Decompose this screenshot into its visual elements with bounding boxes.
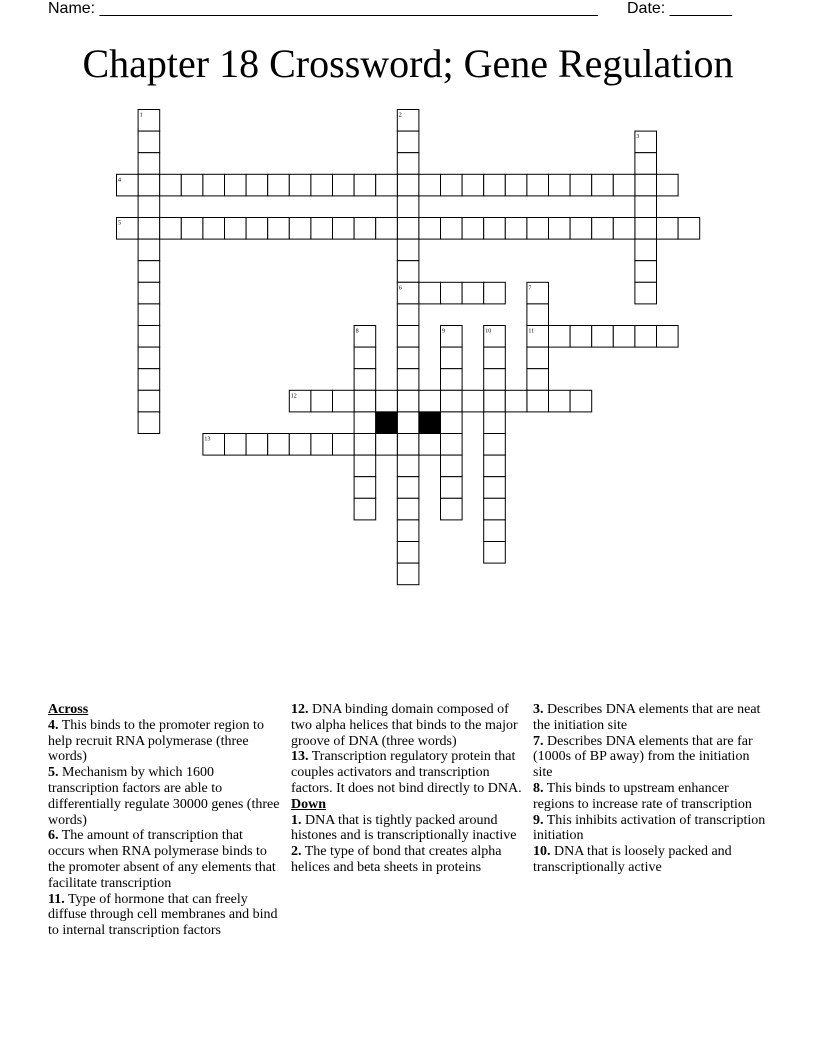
crossword-cell[interactable] — [246, 434, 268, 456]
clue-number-label: 13 — [204, 436, 211, 443]
crossword-cell[interactable] — [397, 455, 419, 477]
crossword-cell[interactable] — [635, 282, 657, 304]
crossword-cell[interactable] — [527, 390, 549, 412]
crossword-cell[interactable] — [289, 174, 311, 196]
crossword-cell[interactable] — [397, 261, 419, 283]
crossword-cell[interactable] — [246, 174, 268, 196]
crossword-cell[interactable] — [160, 174, 182, 196]
crossword-cell[interactable] — [613, 174, 635, 196]
crossword-cell[interactable] — [527, 218, 549, 240]
crossword-cell[interactable] — [484, 369, 506, 391]
crossword-cell[interactable] — [376, 390, 398, 412]
crossword-black-cell — [419, 412, 441, 434]
crossword-cell[interactable] — [138, 326, 160, 348]
crossword-cell[interactable] — [484, 174, 506, 196]
crossword-cell[interactable] — [570, 326, 592, 348]
crossword-cell[interactable] — [462, 174, 484, 196]
clue-number-label: 6 — [398, 285, 402, 292]
crossword-cell[interactable] — [635, 153, 657, 175]
crossword-cell[interactable] — [138, 304, 160, 326]
clue-text: DNA binding domain composed of two alpha helices that binds to the major groove of DNA (three words) — [291, 702, 518, 749]
across-heading: Across — [48, 702, 89, 717]
crossword-cell[interactable] — [397, 542, 419, 564]
clue-item — [533, 813, 769, 845]
crossword-cell[interactable] — [635, 218, 657, 240]
crossword-cell[interactable] — [484, 520, 506, 542]
crossword-cell[interactable] — [138, 239, 160, 261]
crossword-cell[interactable] — [613, 218, 635, 240]
crossword-cell[interactable] — [138, 153, 160, 175]
crossword-cell[interactable] — [354, 174, 376, 196]
crossword-cell[interactable] — [549, 174, 571, 196]
crossword-cell[interactable] — [354, 455, 376, 477]
clue-number: 4. — [48, 717, 59, 733]
crossword-cell[interactable] — [397, 369, 419, 391]
crossword-cell[interactable] — [268, 174, 290, 196]
crossword-cell[interactable] — [592, 218, 614, 240]
crossword-cell[interactable] — [570, 390, 592, 412]
crossword-cell[interactable] — [527, 304, 549, 326]
crossword-cell[interactable] — [397, 304, 419, 326]
crossword-cell[interactable] — [441, 455, 463, 477]
crossword-cell[interactable] — [138, 196, 160, 218]
crossword-cell[interactable] — [138, 412, 160, 434]
crossword-cell[interactable] — [203, 174, 225, 196]
crossword-cell[interactable] — [441, 369, 463, 391]
crossword-cell[interactable] — [484, 477, 506, 499]
crossword-cell[interactable] — [397, 434, 419, 456]
clue-text: This binds to upstream enhancer regions to increase rate of transcription — [533, 780, 752, 812]
crossword-cell[interactable] — [268, 434, 290, 456]
crossword-cell[interactable] — [138, 369, 160, 391]
crossword-cell[interactable] — [397, 239, 419, 261]
crossword-cell[interactable] — [441, 434, 463, 456]
down-heading: Down — [291, 796, 327, 812]
crossword-cell[interactable] — [419, 390, 441, 412]
crossword-cell[interactable] — [333, 434, 355, 456]
clue-number-label: 5 — [118, 220, 121, 227]
clue-number-label: 12 — [290, 393, 297, 400]
crossword-cell[interactable] — [397, 174, 419, 196]
crossword-cell[interactable] — [462, 282, 484, 304]
crossword-cell[interactable] — [397, 563, 419, 585]
clues-column-2 — [291, 702, 527, 876]
clue-number-label: 9 — [442, 328, 445, 335]
clue-item — [291, 702, 527, 749]
crossword-cell[interactable] — [549, 218, 571, 240]
crossword-cell[interactable] — [635, 239, 657, 261]
clue-number-label: 3 — [636, 134, 640, 141]
crossword-black-cell — [376, 412, 398, 434]
crossword-cell[interactable] — [441, 174, 463, 196]
crossword-cell[interactable] — [397, 218, 419, 240]
crossword-cell[interactable] — [527, 347, 549, 369]
clue-number-label: 4 — [118, 177, 121, 184]
clue-number: 10. — [533, 844, 551, 860]
crossword-cell[interactable] — [635, 174, 657, 196]
clue-text: This inhibits activation of transcription initiation — [533, 812, 766, 844]
crossword-cell[interactable] — [484, 282, 506, 304]
crossword-cell[interactable] — [376, 174, 398, 196]
crossword-cell[interactable] — [549, 326, 571, 348]
clue-item — [48, 828, 280, 891]
crossword-cell[interactable] — [138, 218, 160, 240]
clue-number: 9. — [533, 812, 544, 828]
crossword-cell[interactable] — [484, 434, 506, 456]
crossword-cell[interactable] — [635, 196, 657, 218]
crossword-cell[interactable] — [160, 218, 182, 240]
crossword-cell[interactable] — [657, 174, 679, 196]
crossword-cell[interactable] — [397, 326, 419, 348]
crossword-cell[interactable] — [441, 390, 463, 412]
crossword-cell[interactable] — [354, 390, 376, 412]
clue-text: This binds to the promoter region to help recruit RNA polymerase (three words) — [48, 717, 264, 765]
crossword-cell[interactable] — [505, 218, 527, 240]
clue-item — [533, 734, 769, 781]
crossword-cell[interactable] — [484, 347, 506, 369]
crossword-cell[interactable] — [397, 477, 419, 499]
clue-number-label: 11 — [528, 328, 535, 335]
crossword-cell[interactable] — [138, 347, 160, 369]
crossword-cell[interactable] — [635, 326, 657, 348]
crossword-cell[interactable] — [441, 477, 463, 499]
crossword-cell[interactable] — [441, 498, 463, 520]
clue-number: 3. — [533, 702, 544, 717]
crossword-cell[interactable] — [462, 390, 484, 412]
clue-text: Describes DNA elements that are neat the initiation site — [533, 702, 761, 733]
crossword-cell[interactable] — [354, 477, 376, 499]
crossword-cell[interactable] — [484, 390, 506, 412]
crossword-cell[interactable] — [657, 218, 679, 240]
crossword-cell[interactable] — [333, 218, 355, 240]
crossword-cell[interactable] — [419, 174, 441, 196]
clue-item — [533, 844, 769, 876]
crossword-cell[interactable] — [354, 498, 376, 520]
clue-number-label: 2 — [398, 112, 402, 119]
crossword-cell[interactable] — [527, 369, 549, 391]
clue-item — [291, 813, 527, 845]
clue-number: 12. — [291, 702, 309, 717]
crossword-cell[interactable] — [592, 174, 614, 196]
crossword-cell[interactable] — [549, 390, 571, 412]
clue-item — [291, 844, 527, 876]
crossword-cell[interactable] — [419, 218, 441, 240]
crossword-cell[interactable] — [484, 218, 506, 240]
clue-number: 5. — [48, 765, 59, 781]
crossword-cell[interactable] — [181, 218, 203, 240]
crossword-cell[interactable] — [397, 520, 419, 542]
crossword-cell[interactable] — [484, 498, 506, 520]
crossword-cell[interactable] — [657, 326, 679, 348]
clue-number-label: 1 — [139, 112, 143, 119]
clue-number: 11. — [48, 891, 65, 907]
crossword-cell[interactable] — [484, 455, 506, 477]
crossword-cell[interactable] — [397, 196, 419, 218]
crossword-cell[interactable] — [354, 412, 376, 434]
clue-item — [48, 765, 280, 828]
clue-item — [533, 781, 769, 813]
clue-number-label: 7 — [528, 285, 532, 292]
crossword-cell[interactable] — [397, 498, 419, 520]
crossword-cell[interactable] — [419, 282, 441, 304]
clue-text: Type of hormone that can freely diffuse through cell membranes and bind to internal transcription factors — [48, 891, 278, 939]
clue-number: 13. — [291, 749, 309, 765]
crossword-cell[interactable] — [138, 174, 160, 196]
crossword-cell[interactable] — [246, 218, 268, 240]
crossword-cell[interactable] — [678, 218, 700, 240]
crossword-cell[interactable] — [462, 218, 484, 240]
clue-item — [291, 749, 527, 796]
clues-column-3 — [533, 702, 769, 876]
crossword-cell[interactable] — [570, 218, 592, 240]
crossword-cell[interactable] — [138, 261, 160, 283]
clue-number: 6. — [48, 828, 59, 844]
crossword-cell[interactable] — [505, 174, 527, 196]
clue-number-label: 8 — [355, 328, 359, 335]
clue-text: DNA that is loosely packed and transcriptionally active — [533, 844, 732, 875]
crossword-cell[interactable] — [354, 434, 376, 456]
crossword-cell[interactable] — [354, 369, 376, 391]
clue-number: 1. — [291, 812, 302, 828]
crossword-cell[interactable] — [397, 390, 419, 412]
crossword-cell[interactable] — [635, 261, 657, 283]
crossword-cell[interactable] — [397, 153, 419, 175]
clue-number: 8. — [533, 780, 544, 796]
clues-column-1 — [48, 702, 280, 939]
crossword-cell[interactable] — [397, 131, 419, 153]
crossword-cell[interactable] — [225, 218, 247, 240]
clue-text: Mechanism by which 1600 transcription factors are able to differentially regulate 30000 genes (three words) — [48, 765, 280, 828]
crossword-cell[interactable] — [181, 174, 203, 196]
crossword-cell[interactable] — [376, 218, 398, 240]
crossword-cell[interactable] — [311, 174, 333, 196]
crossword-cell[interactable] — [592, 326, 614, 348]
crossword-cell[interactable] — [354, 347, 376, 369]
crossword-cell[interactable] — [441, 218, 463, 240]
crossword-cell[interactable] — [484, 542, 506, 564]
crossword-cell[interactable] — [441, 412, 463, 434]
clue-number: 7. — [533, 733, 544, 749]
crossword-cell[interactable] — [527, 174, 549, 196]
crossword-cell[interactable] — [138, 390, 160, 412]
name-field-line[interactable]: Name: ________________________________________________________ — [48, 0, 598, 17]
clue-text: The amount of transcription that occurs when RNA polymerase binds to the promoter absent of any elements that facilitate transcription — [48, 828, 276, 891]
crossword-cell[interactable] — [441, 347, 463, 369]
crossword-cell[interactable] — [311, 390, 333, 412]
crossword-cell[interactable] — [289, 218, 311, 240]
crossword-cell[interactable] — [397, 347, 419, 369]
crossword-cell[interactable] — [311, 218, 333, 240]
crossword-cell[interactable] — [397, 412, 419, 434]
clue-text: Describes DNA elements that are far (1000s of BP away) from the initiation site — [533, 733, 753, 781]
clue-item — [48, 718, 280, 765]
crossword-cell[interactable] — [484, 412, 506, 434]
crossword-cell[interactable] — [225, 174, 247, 196]
clue-number: 2. — [291, 844, 302, 860]
crossword-cell[interactable] — [613, 326, 635, 348]
crossword-cell[interactable] — [354, 218, 376, 240]
clue-item — [533, 702, 769, 734]
crossword-cell[interactable] — [138, 131, 160, 153]
crossword-cell[interactable] — [333, 390, 355, 412]
crossword-cell[interactable] — [225, 434, 247, 456]
crossword-cell[interactable] — [419, 434, 441, 456]
crossword-cell[interactable] — [268, 218, 290, 240]
page-title: Chapter 18 Crossword; Gene Regulation — [82, 41, 734, 86]
crossword-cell[interactable] — [376, 434, 398, 456]
clue-text: The type of bond that creates alpha helices and beta sheets in proteins — [291, 844, 502, 875]
clue-item — [48, 892, 280, 939]
crossword-cell[interactable] — [441, 282, 463, 304]
crossword-cell[interactable] — [203, 218, 225, 240]
clue-text: Transcription regulatory protein that couples activators and transcription factors. It does not bind directly to DNA. — [291, 749, 522, 796]
crossword-cell[interactable] — [570, 174, 592, 196]
clue-text: DNA that is tightly packed around histones and is transcriptionally inactive — [291, 812, 517, 844]
date-field-line[interactable]: Date: _______ — [627, 0, 732, 17]
crossword-cell[interactable] — [289, 434, 311, 456]
crossword-cell[interactable] — [505, 390, 527, 412]
crossword-cell[interactable] — [333, 174, 355, 196]
crossword-cell[interactable] — [311, 434, 333, 456]
clue-number-label: 10 — [485, 328, 492, 335]
crossword-cell[interactable] — [138, 282, 160, 304]
